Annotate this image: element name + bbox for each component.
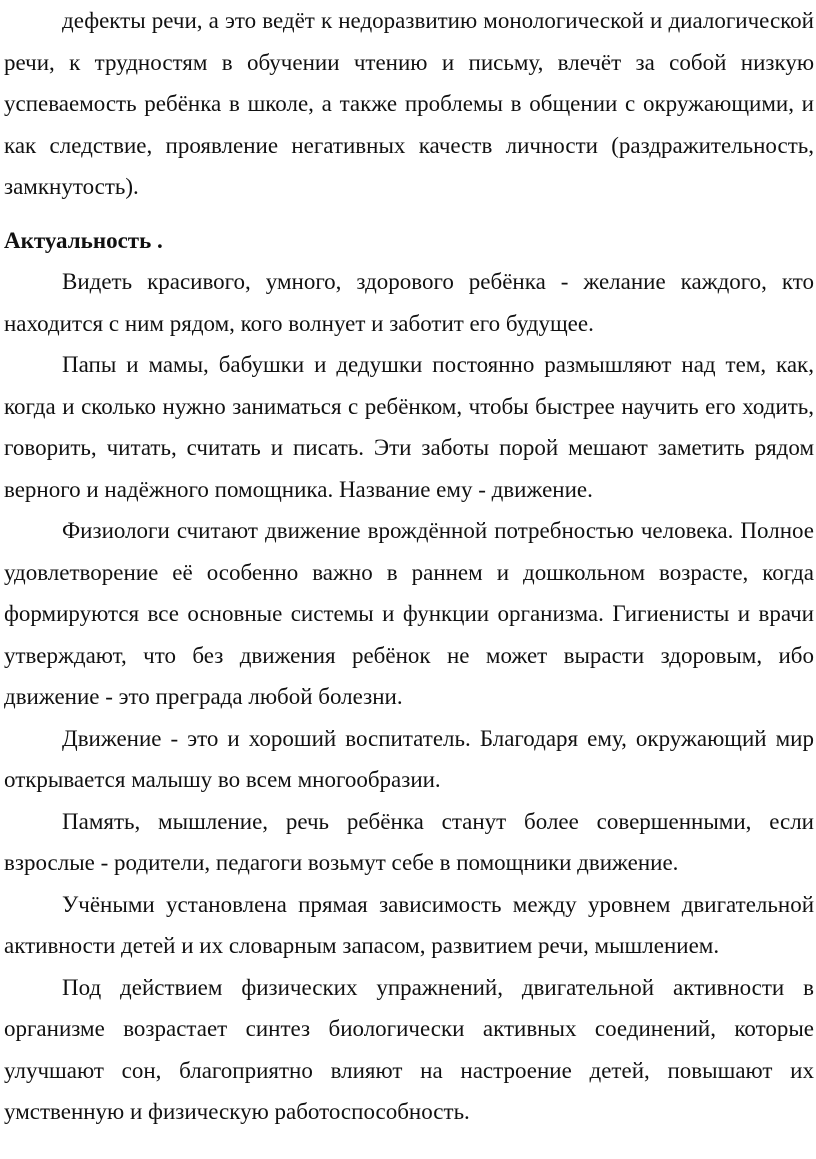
paragraph-1: Видеть красивого, умного, здорового ребёнка - желание каждого, кто находится с ним рядом, кого волнует и заботит его будущее.	[4, 269, 814, 336]
paragraph-7: Под действием физических упражнений, двигательной активности в организме возрастает синтез биологически активных соединений, которые улучшают сон, благоприятно влияют на настроение детей, повышают их умственную и физическую работоспособность.	[4, 974, 814, 1124]
paragraph-2: Папы и мамы, бабушки и дедушки постоянно размышляют над тем, как, когда и сколько нужно заниматься с ребёнком, чтобы быстрее научить его ходить, говорить, читать, считать и писать. Эти заботы порой мешают заметить рядом верного и надёжного помощника. Название ему - движение.	[4, 352, 814, 502]
section-heading: Актуальность .	[4, 227, 163, 253]
intro-paragraph: дефекты речи, а это ведёт к недоразвитию монологической и диалогической речи, к трудностям в обучении чтению и письму, влечёт за собой низкую успеваемость ребёнка в школе, а также проблемы в общении с окружающими, и как следствие, проявление негативных качеств личности (раздражительность, замкнутость).	[4, 8, 814, 199]
document-page	[4, 0, 814, 1133]
paragraph-5: Память, мышление, речь ребёнка станут более совершенными, если взрослые - родители, педагоги возьмут себе в помощники движение.	[4, 808, 814, 875]
paragraph-4: Движение - это и хороший воспитатель. Благодаря ему, окружающий мир открывается малышу во всем многообразии.	[4, 725, 814, 792]
paragraph-6: Учёными установлена прямая зависимость между уровнем двигательной активности детей и их словарным запасом, развитием речи, мышлением.	[4, 891, 814, 958]
paragraph-3: Физиологи считают движение врождённой потребностью человека. Полное удовлетворение её особенно важно в раннем и дошкольном возрасте, когда формируются все основные системы и функции организма. Гигиенисты и врачи утверждают, что без движения ребёнок не может вырасти здоровым, ибо движение - это преграда любой болезни.	[4, 518, 814, 709]
